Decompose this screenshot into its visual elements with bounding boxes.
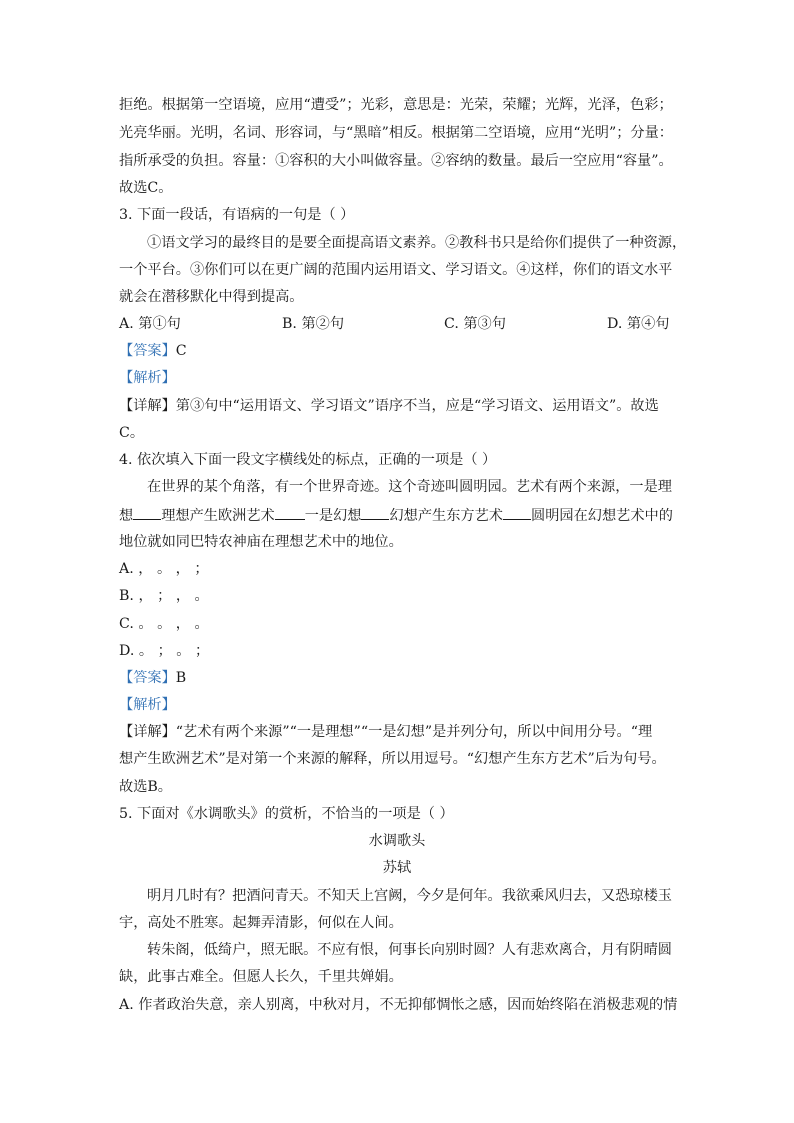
passage-segment: 圆明园在幻想艺术中的 bbox=[531, 508, 673, 524]
q3-analysis-tag: 【解析】 bbox=[119, 370, 176, 386]
paragraph-line: 指所承受的负担。容量：①容积的大小叫做容量。②容纳的数量。最后一空应用“容量”。 bbox=[119, 153, 673, 169]
q4-option-b: B. ， ； ， 。 bbox=[119, 588, 209, 604]
detail-tag: 【详解】 bbox=[119, 398, 176, 414]
answer-tag: 【答案】 bbox=[119, 343, 176, 359]
question-3-stem: 3. 下面一段话，有语病的一句是（ ） bbox=[119, 207, 355, 223]
q3-detail-line: C。 bbox=[119, 425, 145, 441]
paragraph-line: 光亮华丽。光明，名词、形容词，与“黑暗”相反。根据第二空语境，应用“光明”；分量： bbox=[119, 125, 673, 141]
detail-tag: 【详解】 bbox=[119, 724, 176, 740]
q3-answer bbox=[119, 341, 187, 361]
q5-option-a: A. 作者政治失意，亲人别离，中秋对月，不无抑郁惆怅之感，因而始终陷在消极悲观的情 bbox=[119, 997, 678, 1013]
poem-title: 水调歌头 bbox=[368, 833, 426, 849]
fill-blank-3 bbox=[361, 505, 389, 520]
q3-option-c: C. 第③句 bbox=[444, 316, 506, 332]
q4-analysis-tag: 【解析】 bbox=[119, 697, 176, 713]
q4-passage-line: 地位就如同巴特农神庙在理想艺术中的地位。 bbox=[119, 534, 403, 550]
detail-text: “艺术有两个来源”“一是理想”“一是幻想”是并列分句，所以中间用分号。“理 bbox=[175, 724, 653, 740]
q3-option-b: B. 第②句 bbox=[282, 316, 345, 332]
q4-detail-line: 故选B。 bbox=[119, 779, 172, 795]
q4-detail-line: 想产生欧洲艺术”是对第一个来源的解释，所以用逗号。“幻想产生东方艺术”后为句号。 bbox=[119, 751, 666, 767]
q4-passage-line bbox=[119, 505, 673, 526]
passage-segment: 一是幻想 bbox=[304, 508, 362, 524]
paragraph-line: 拒绝。根据第一空语境，应用“遭受”；光彩，意思是：光荣，荣耀；光辉，光泽，色彩； bbox=[119, 97, 673, 113]
answer-tag: 【答案】 bbox=[119, 670, 176, 686]
answer-value: C bbox=[175, 343, 187, 359]
q3-option-a: A. 第①句 bbox=[119, 316, 181, 332]
fill-blank-4 bbox=[503, 505, 531, 520]
poem-line: 转朱阁，低绮户，照无眠。不应有恨，何事长向别时圆？人有悲欢离合，月有阴晴圆 bbox=[147, 942, 672, 958]
q4-option-a: A. ， 。 ， ； bbox=[119, 561, 209, 577]
q4-option-c: C. 。 。 ， 。 bbox=[119, 616, 209, 632]
q3-detail-line bbox=[119, 396, 659, 416]
q4-answer bbox=[119, 668, 186, 688]
fill-blank-2 bbox=[275, 505, 305, 520]
passage-segment: 幻想产生东方艺术 bbox=[389, 508, 503, 524]
q4-detail-line bbox=[119, 722, 652, 742]
q3-option-d: D. 第④句 bbox=[607, 316, 670, 332]
passage-segment: 理想产生欧洲艺术 bbox=[161, 508, 275, 524]
q3-passage-line: ①语文学习的最终目的是要全面提高语文素养。②教科书只是给你们提供了一种资源， bbox=[147, 235, 687, 251]
q3-passage-line: 就会在潜移默化中得到提高。 bbox=[119, 289, 304, 305]
poem-author: 苏轼 bbox=[382, 860, 412, 876]
q3-passage-line: 一个平台。③你们可以在更广阔的范围内运用语文、学习语文。④这样，你们的语文水平 bbox=[119, 262, 673, 278]
poem-line: 明月几时有？把酒问青天。不知天上宫阙，今夕是何年。我欲乘风归去，又恐琼楼玉 bbox=[147, 888, 672, 904]
detail-text: 第③句中“运用语文、学习语文”语序不当，应是“学习语文、运用语文”。故选 bbox=[175, 398, 659, 414]
poem-line: 缺，此事古难全。但愿人长久，千里共婵娟。 bbox=[119, 969, 403, 985]
q4-passage-line: 在世界的某个角落，有一个世界奇迹。这个奇迹叫圆明园。艺术有两个来源，一是理 bbox=[147, 479, 672, 495]
question-4-stem: 4. 依次填入下面一段文字横线处的标点，正确的一项是（ ） bbox=[119, 452, 497, 468]
fill-blank-1 bbox=[133, 505, 161, 520]
passage-segment: 想 bbox=[119, 508, 134, 524]
paragraph-line: 故选C。 bbox=[119, 180, 173, 196]
q4-option-d: D. 。 ； 。 ； bbox=[119, 643, 210, 659]
poem-line: 宇，高处不胜寒。起舞弄清影，何似在人间。 bbox=[119, 915, 403, 931]
question-5-stem: 5. 下面对《水调歌头》的赏析，不恰当的一项是（ ） bbox=[119, 806, 454, 822]
answer-value: B bbox=[175, 670, 187, 686]
